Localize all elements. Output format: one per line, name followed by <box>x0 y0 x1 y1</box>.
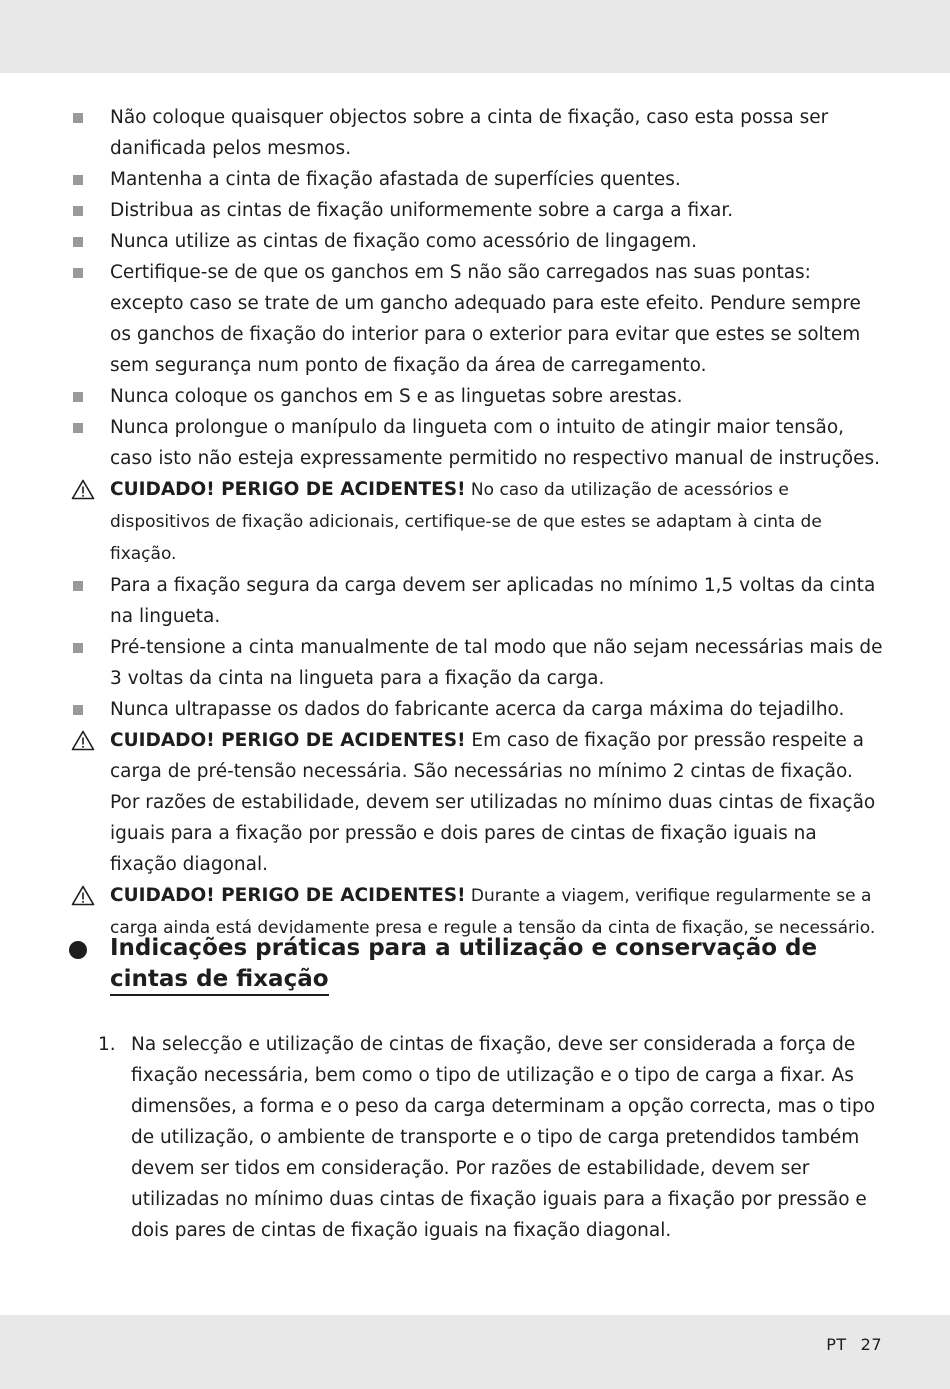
square-bullet-icon <box>73 581 83 591</box>
safety-list <box>0 102 950 944</box>
square-bullet-icon <box>73 705 83 715</box>
list-item: Nunca coloque os ganchos em S e as linguetas sobre arestas. <box>0 381 885 412</box>
warning-triangle-icon <box>71 730 95 751</box>
warning-triangle-icon <box>71 885 95 906</box>
square-bullet-icon <box>73 268 83 278</box>
list-item: Pré-tensione a cinta manualmente de tal modo que não sejam necessárias mais de 3 voltas da cinta na lingueta para a fixação da carga. <box>0 632 885 694</box>
warning-text: Durante a viagem, verifique regularmente se a carga ainda está devidamente presa e regule a tensão da cinta de fixação, se necessário. <box>110 886 876 938</box>
footer-band <box>0 1315 950 1389</box>
item-number: 1. <box>98 1034 116 1055</box>
section-heading <box>0 933 950 996</box>
language-code: PT <box>826 1335 847 1354</box>
list-item: Mantenha a cinta de fixação afastada de superfícies quentes. <box>0 164 885 195</box>
warning-text: Em caso de fixação por pressão respeite a carga de pré-tensão necessária. São necessárias no mínimo 2 cintas de fixação. Por razões de estabilidade, devem ser utilizadas no mínimo duas cintas de fixação iguais para a fixação por pressão e dois pares de cintas de fixação iguais na fixação diagonal. <box>110 730 876 875</box>
square-bullet-icon <box>73 113 83 123</box>
square-bullet-icon <box>73 423 83 433</box>
list-item: Distribua as cintas de fixação uniformemente sobre a carga a fixar. <box>0 195 885 226</box>
warning-label: CUIDADO! PERIGO DE ACIDENTES! <box>110 730 466 751</box>
numbered-list <box>0 1029 950 1246</box>
warning-label: CUIDADO! PERIGO DE ACIDENTES! <box>110 885 466 906</box>
header-band <box>0 0 950 73</box>
square-bullet-icon <box>73 643 83 653</box>
list-item: Nunca utilize as cintas de fixação como acessório de lingagem. <box>0 226 885 257</box>
warning-item <box>0 474 885 570</box>
list-item: Nunca prolongue o manípulo da lingueta com o intuito de atingir maior tensão, caso isto não esteja expressamente permitido no respectivo manual de instruções. <box>0 412 885 474</box>
bullet-dot-icon <box>69 941 87 959</box>
section-title: Indicações práticas para a utilização e conservação de cintas de fixação <box>0 933 870 996</box>
warning-item <box>0 725 885 880</box>
square-bullet-icon <box>73 237 83 247</box>
list-item: Certifique-se de que os ganchos em S não são carregados nas suas pontas: excepto caso se trate de um gancho adequado para este efeito. Pendure sempre os ganchos de fixação do interior para o exterior para evitar que estes se soltem sem segurança num ponto de fixação da área de carregamento. <box>0 257 885 381</box>
page-footer <box>826 1335 882 1354</box>
list-item: Para a fixação segura da carga devem ser aplicadas no mínimo 1,5 voltas da cinta na lingueta. <box>0 570 885 632</box>
square-bullet-icon <box>73 175 83 185</box>
warning-label: CUIDADO! PERIGO DE ACIDENTES! <box>110 479 466 500</box>
square-bullet-icon <box>73 206 83 216</box>
page-number: 27 <box>860 1335 882 1354</box>
warning-text: No caso da utilização de acessórios e dispositivos de fixação adicionais, certifique-se de que estes se adaptam à cinta de fixação. <box>110 480 822 564</box>
square-bullet-icon <box>73 392 83 402</box>
numbered-item: 1. Na selecção e utilização de cintas de fixação, deve ser considerada a força de fixação necessária, bem como o tipo de utilização e o tipo de carga a fixar. As dimensões, a forma e o peso da carga determinam a opção correcta, mas o tipo de utilização, o ambiente de transporte e o tipo de carga pretendidos também devem ser tidos em consideração. Por razões de estabilidade, devem ser utilizadas no mínimo duas cintas de fixação iguais para a fixação por pressão e dois pares de cintas de fixação iguais na fixação diagonal. <box>0 1029 881 1246</box>
list-item: Não coloque quaisquer objectos sobre a cinta de fixação, caso esta possa ser danificada pelos mesmos. <box>0 102 885 164</box>
warning-triangle-icon <box>71 479 95 500</box>
list-item: Nunca ultrapasse os dados do fabricante acerca da carga máxima do tejadilho. <box>0 694 885 725</box>
